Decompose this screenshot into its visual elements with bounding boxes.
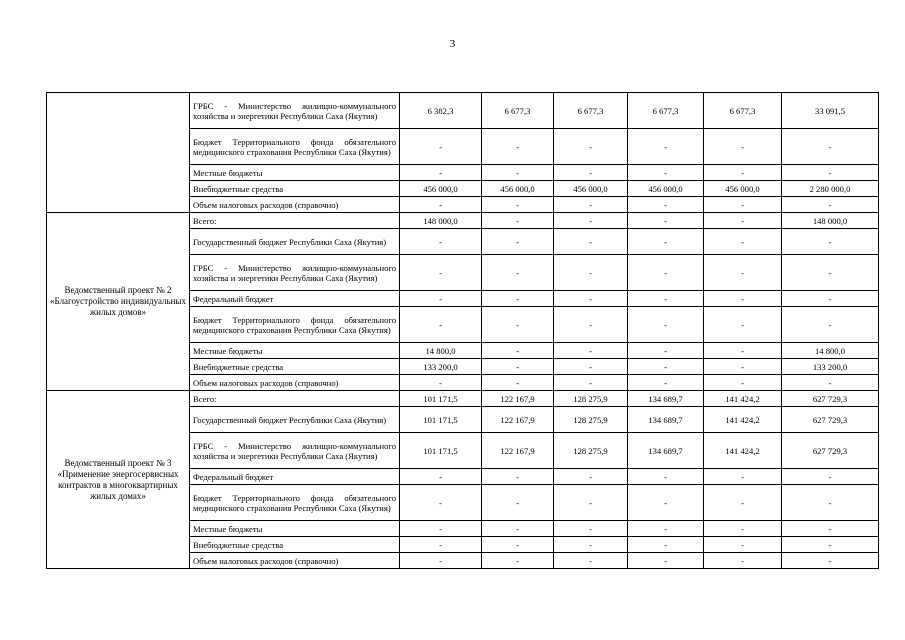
year-value-cell: 6 677,3: [704, 93, 782, 129]
year-value-cell: -: [400, 229, 482, 255]
total-value-cell: 148 000,0: [782, 213, 879, 229]
year-value-cell: 122 167,9: [482, 433, 554, 469]
funding-source-label: Внебюджетные средства: [190, 359, 400, 375]
year-value-cell: 133 200,0: [400, 359, 482, 375]
total-value-cell: -: [782, 537, 879, 553]
total-value-cell: -: [782, 229, 879, 255]
year-value-cell: -: [628, 469, 704, 485]
year-value-cell: -: [400, 197, 482, 213]
total-value-cell: 133 200,0: [782, 359, 879, 375]
total-value-cell: -: [782, 553, 879, 569]
year-value-cell: -: [482, 307, 554, 343]
funding-source-label: Государственный бюджет Республики Саха (Якутия): [190, 229, 400, 255]
year-value-cell: -: [704, 229, 782, 255]
year-value-cell: -: [400, 537, 482, 553]
year-value-cell: -: [400, 485, 482, 521]
year-value-cell: -: [628, 255, 704, 291]
year-value-cell: 128 275,9: [554, 391, 628, 407]
funding-source-label: Федеральный бюджет: [190, 291, 400, 307]
funding-source-label: Объем налоговых расходов (справочно): [190, 553, 400, 569]
funding-source-label: Внебюджетные средства: [190, 181, 400, 197]
year-value-cell: -: [704, 197, 782, 213]
funding-source-label: Местные бюджеты: [190, 343, 400, 359]
table-row: [47, 93, 879, 129]
funding-source-label: Всего:: [190, 391, 400, 407]
project-name-cell: [47, 93, 190, 213]
year-value-cell: 14 800,0: [400, 343, 482, 359]
year-value-cell: -: [704, 307, 782, 343]
year-value-cell: -: [482, 197, 554, 213]
year-value-cell: -: [628, 307, 704, 343]
total-value-cell: -: [782, 521, 879, 537]
year-value-cell: -: [704, 129, 782, 165]
year-value-cell: -: [482, 255, 554, 291]
year-value-cell: -: [482, 129, 554, 165]
year-value-cell: -: [628, 129, 704, 165]
year-value-cell: 101 171,5: [400, 391, 482, 407]
total-value-cell: -: [782, 307, 879, 343]
total-value-cell: 2 280 000,0: [782, 181, 879, 197]
funding-source-label: Государственный бюджет Республики Саха (Якутия): [190, 407, 400, 433]
funding-source-label: Всего:: [190, 213, 400, 229]
total-value-cell: 627 729,3: [782, 433, 879, 469]
funding-source-label: Бюджет Территориального фонда обязательного медицинского страхования Республики Саха (Якутия): [190, 307, 400, 343]
year-value-cell: -: [554, 521, 628, 537]
project-name-cell: Ведомственный проект № 2 «Благоустройство индивидуальных жилых домов»: [47, 213, 190, 391]
year-value-cell: -: [400, 165, 482, 181]
total-value-cell: -: [782, 255, 879, 291]
year-value-cell: -: [554, 291, 628, 307]
year-value-cell: 6 677,3: [482, 93, 554, 129]
year-value-cell: -: [628, 165, 704, 181]
year-value-cell: 128 275,9: [554, 433, 628, 469]
year-value-cell: -: [482, 359, 554, 375]
year-value-cell: 134 689,7: [628, 391, 704, 407]
funding-source-label: Местные бюджеты: [190, 165, 400, 181]
page-number: 3: [449, 38, 456, 50]
year-value-cell: -: [628, 537, 704, 553]
year-value-cell: -: [400, 375, 482, 391]
total-value-cell: -: [782, 197, 879, 213]
total-value-cell: 14 800,0: [782, 343, 879, 359]
funding-source-label: Местные бюджеты: [190, 521, 400, 537]
year-value-cell: 101 171,5: [400, 433, 482, 469]
year-value-cell: -: [554, 375, 628, 391]
total-value-cell: -: [782, 469, 879, 485]
year-value-cell: -: [554, 197, 628, 213]
year-value-cell: 456 000,0: [554, 181, 628, 197]
year-value-cell: -: [400, 521, 482, 537]
year-value-cell: -: [704, 359, 782, 375]
year-value-cell: -: [704, 213, 782, 229]
year-value-cell: -: [628, 521, 704, 537]
year-value-cell: -: [554, 229, 628, 255]
year-value-cell: -: [482, 375, 554, 391]
year-value-cell: -: [628, 213, 704, 229]
year-value-cell: 456 000,0: [628, 181, 704, 197]
year-value-cell: -: [554, 537, 628, 553]
year-value-cell: -: [628, 359, 704, 375]
year-value-cell: -: [482, 537, 554, 553]
funding-source-label: ГРБС - Министерство жилищно-коммунального хозяйства и энергетики Республики Саха (Якутия): [190, 433, 400, 469]
year-value-cell: -: [482, 343, 554, 359]
table-row: [47, 213, 879, 229]
year-value-cell: -: [482, 165, 554, 181]
year-value-cell: -: [482, 521, 554, 537]
year-value-cell: 128 275,9: [554, 407, 628, 433]
year-value-cell: -: [628, 229, 704, 255]
year-value-cell: -: [554, 359, 628, 375]
year-value-cell: 101 171,5: [400, 407, 482, 433]
year-value-cell: -: [628, 343, 704, 359]
funding-source-label: Бюджет Территориального фонда обязательного медицинского страхования Республики Саха (Якутия): [190, 485, 400, 521]
year-value-cell: -: [554, 255, 628, 291]
year-value-cell: -: [554, 165, 628, 181]
year-value-cell: 141 424,2: [704, 433, 782, 469]
table-row: [47, 391, 879, 407]
total-value-cell: 33 091,5: [782, 93, 879, 129]
year-value-cell: -: [628, 375, 704, 391]
year-value-cell: -: [554, 213, 628, 229]
year-value-cell: 141 424,2: [704, 407, 782, 433]
year-value-cell: -: [400, 129, 482, 165]
year-value-cell: -: [704, 553, 782, 569]
total-value-cell: 627 729,3: [782, 407, 879, 433]
year-value-cell: -: [628, 485, 704, 521]
year-value-cell: -: [400, 553, 482, 569]
year-value-cell: -: [400, 255, 482, 291]
year-value-cell: 456 000,0: [704, 181, 782, 197]
total-value-cell: -: [782, 485, 879, 521]
year-value-cell: -: [628, 291, 704, 307]
year-value-cell: -: [482, 213, 554, 229]
funding-source-label: Объем налоговых расходов (справочно): [190, 197, 400, 213]
year-value-cell: 122 167,9: [482, 407, 554, 433]
year-value-cell: -: [482, 229, 554, 255]
year-value-cell: -: [482, 485, 554, 521]
year-value-cell: 456 000,0: [400, 181, 482, 197]
total-value-cell: 627 729,3: [782, 391, 879, 407]
funding-source-label: Федеральный бюджет: [190, 469, 400, 485]
year-value-cell: -: [554, 485, 628, 521]
year-value-cell: 148 000,0: [400, 213, 482, 229]
funding-source-label: Объем налоговых расходов (справочно): [190, 375, 400, 391]
year-value-cell: -: [704, 469, 782, 485]
total-value-cell: -: [782, 291, 879, 307]
year-value-cell: -: [704, 485, 782, 521]
year-value-cell: -: [400, 469, 482, 485]
year-value-cell: 6 677,3: [628, 93, 704, 129]
funding-source-label: ГРБС - Министерство жилищно-коммунального хозяйства и энергетики Республики Саха (Якутия): [190, 255, 400, 291]
year-value-cell: 134 689,7: [628, 407, 704, 433]
year-value-cell: -: [628, 553, 704, 569]
year-value-cell: -: [554, 469, 628, 485]
year-value-cell: -: [704, 165, 782, 181]
year-value-cell: -: [554, 343, 628, 359]
year-value-cell: 456 000,0: [482, 181, 554, 197]
project-name-cell: Ведомственный проект № 3 «Применение энергосервисных контрактов в многоквартирных жилых домах»: [47, 391, 190, 569]
year-value-cell: -: [704, 375, 782, 391]
year-value-cell: -: [704, 255, 782, 291]
total-value-cell: -: [782, 375, 879, 391]
year-value-cell: -: [400, 307, 482, 343]
year-value-cell: -: [554, 129, 628, 165]
year-value-cell: 122 167,9: [482, 391, 554, 407]
year-value-cell: -: [554, 553, 628, 569]
year-value-cell: 134 689,7: [628, 433, 704, 469]
total-value-cell: -: [782, 129, 879, 165]
funding-source-label: Внебюджетные средства: [190, 537, 400, 553]
year-value-cell: -: [554, 307, 628, 343]
funding-source-label: ГРБС - Министерство жилищно-коммунального хозяйства и энергетики Республики Саха (Якутия): [190, 93, 400, 129]
year-value-cell: -: [704, 343, 782, 359]
funding-source-label: Бюджет Территориального фонда обязательного медицинского страхования Республики Саха (Якутия): [190, 129, 400, 165]
year-value-cell: 141 424,2: [704, 391, 782, 407]
year-value-cell: -: [400, 291, 482, 307]
year-value-cell: -: [628, 197, 704, 213]
budget-table: [46, 92, 879, 569]
year-value-cell: -: [482, 553, 554, 569]
year-value-cell: 6 382,3: [400, 93, 482, 129]
year-value-cell: -: [704, 521, 782, 537]
year-value-cell: 6 677,3: [554, 93, 628, 129]
year-value-cell: -: [704, 537, 782, 553]
year-value-cell: -: [482, 291, 554, 307]
year-value-cell: -: [704, 291, 782, 307]
total-value-cell: -: [782, 165, 879, 181]
year-value-cell: -: [482, 469, 554, 485]
